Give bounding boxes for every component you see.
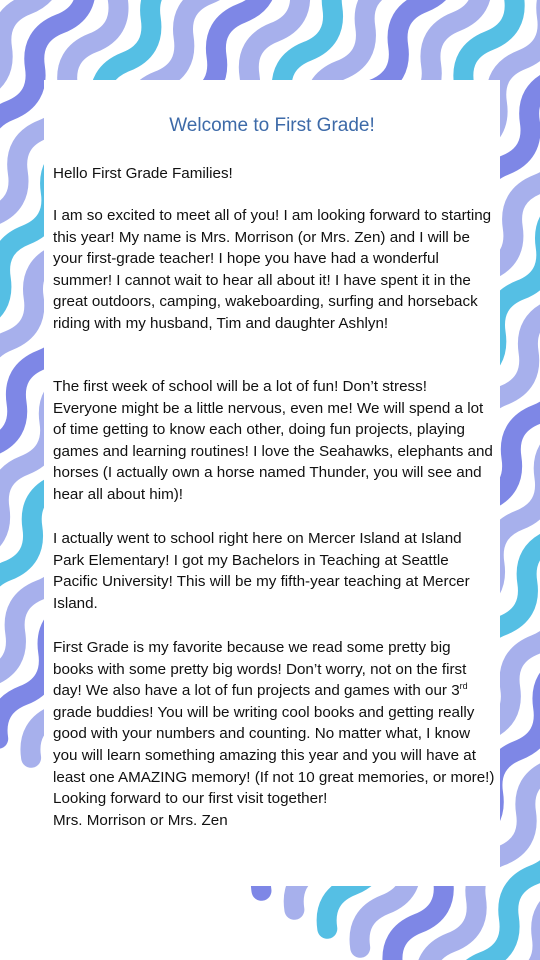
paragraph-education: I actually went to school right here on Mercer Island at Island Park Elementary! I got my Bachelors in Teaching at Seattle Pacific University! This will be my fifth-year teaching at Mercer Island. (53, 530, 470, 612)
closing-line: Looking forward to our first visit together! (53, 790, 328, 808)
letter-panel (44, 80, 500, 886)
ordinal-suffix: rd (459, 681, 468, 692)
paragraph-first-week: The first week of school will be a lot of fun! Don’t stress! Everyone might be a little nervous, even me! We will spend a lot of time getting to know each other, doing fun projects, playing games and learning routines! I love the Seahawks, elephants and horses (I actually own a horse named Thunder, you will see and hear all about him)! (53, 378, 493, 503)
paragraph-introduction: I am so excited to meet all of you! I am looking forward to starting this year! My name is Mrs. Morrison (or Mrs. Zen) and I will be your first-grade teacher! I hope you have had a wonderful summer! I cannot wait to hear all about it! I have spent it in the great outdoors, camping, wakeboarding, surfing and horseback riding with my husband, Tim and daughter Ashlyn! (53, 207, 492, 332)
paragraph-first-grade (53, 637, 495, 831)
signature-line: Mrs. Morrison or Mrs. Zen (53, 811, 228, 829)
letter-greeting: Hello First Grade Families! (53, 165, 233, 182)
paragraph-first-grade-text: First Grade is my favorite because we read some pretty big books with some pretty big words! Don’t worry, not on the first day! We also have a lot of fun projects and games with our 3 (53, 639, 467, 700)
letter-title: Welcome to First Grade! (169, 115, 375, 136)
paragraph-first-grade-text-cont: grade buddies! You will be writing cool books and getting really good with your numbers and counting. No matter what, I know you will learn something amazing this year and you will have at least one AMAZING memory! (If not 10 great memories, or more!) (53, 703, 495, 786)
